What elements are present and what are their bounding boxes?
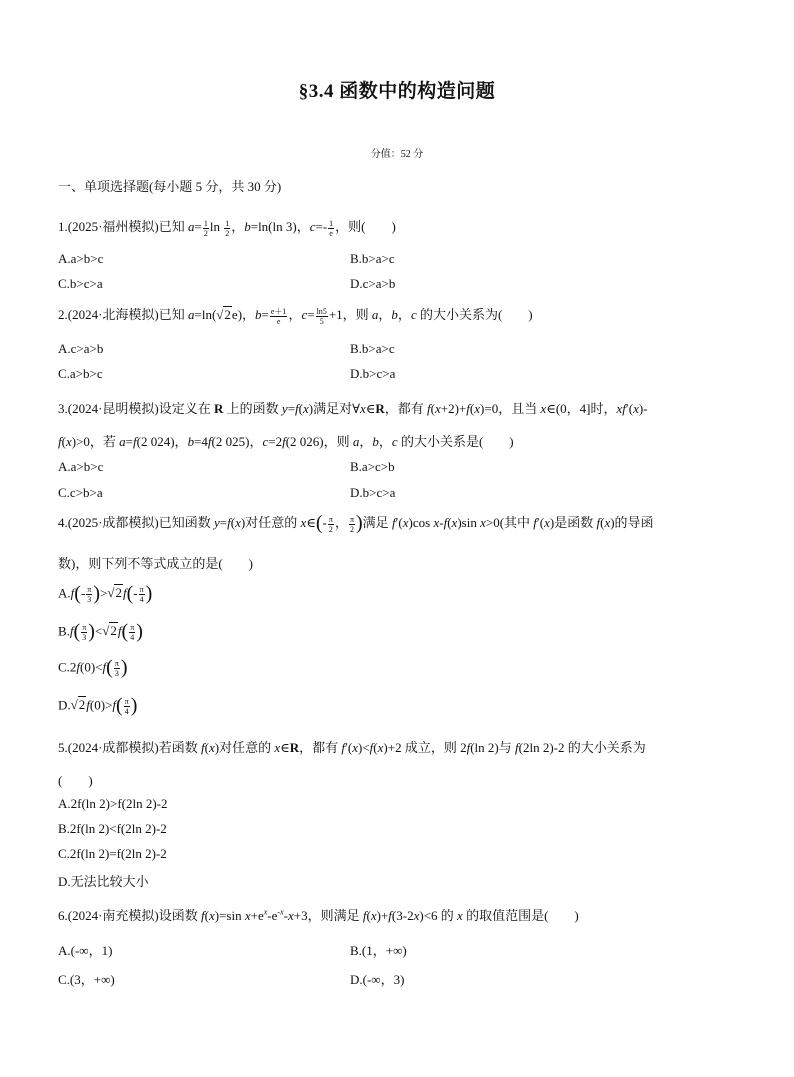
question-3-option-c: C.c>b>a <box>58 485 103 500</box>
score-label: 分值：52 分 <box>370 149 424 160</box>
question-6-option-d: D.(-∞，3) <box>350 972 405 987</box>
question-1-option-b: B.b>a>c <box>350 251 395 266</box>
question-5-stem-line2: ( ) <box>58 773 93 788</box>
question-3-option-d: D.b>c>a <box>350 485 396 500</box>
question-5-option-d: D.无法比较大小 <box>58 874 149 889</box>
question-1-option-d: D.c>a>b <box>350 276 396 291</box>
question-2-option-c: C.a>b>c <box>58 366 103 381</box>
question-1-option-a: A.a>b>c <box>58 251 104 266</box>
question-5-stem-line1: 5.(2024·成都模拟)若函数 f(x)对任意的 x∈R，都有 f′(x)<f(x)+2 成立，则 2f(ln 2)与 f(2ln 2)-2 的大小关系为 <box>58 740 646 755</box>
question-3-stem-line1: 3.(2024·昆明模拟)设定义在 R 上的函数 y=f(x)满足对∀x∈R，都有 f(x+2)+f(x)=0，且当 x∈(0，4]时，xf′(x)- <box>58 401 648 416</box>
question-1-stem: 1.(2025·福州模拟)已知 a= $\frac{1}{2}$ ln $\frac{1}{2}$ ，b=ln(ln 3)，c=- $\frac{1}{e}$ ，则( ) <box>58 218 396 238</box>
question-4-option-c: C.2f(0)<f( $\frac{\pi}{3}$ ) <box>58 656 128 679</box>
question-6-option-b: B.(1，+∞) <box>350 943 407 958</box>
question-4-option-a: A.f(- $\frac{\pi}{3}$ )>√2f(- $\frac{\pi}{4}$ ) <box>58 582 153 605</box>
question-4-option-b: B.f( $\frac{\pi}{3}$ )<√2f( $\frac{\pi}{4}$ ) <box>58 620 143 643</box>
question-4-stem-line1: 4.(2025·成都模拟)已知函数 y=f(x)对任意的 x∈(- $\frac{\pi}{2}$ ， $\frac{\pi}{2}$ )满足 f′(x)cos x-f(x)sin x>0(其中 f′(x)是函数 f(x)的导函 <box>58 512 654 534</box>
page-title: §3.4 函数中的构造问题 <box>298 81 496 102</box>
question-5-option-a: A.2f(ln 2)>f(2ln 2)-2 <box>58 796 168 811</box>
question-2-option-d: D.b>c>a <box>350 366 396 381</box>
section-heading: 一、单项选择题(每小题 5 分，共 30 分) <box>58 179 282 194</box>
question-2-option-b: B.b>a>c <box>350 341 395 356</box>
question-1-option-c: C.b>c>a <box>58 276 103 291</box>
question-4-stem-line2: 数)，则下列不等式成立的是( ) <box>58 556 253 571</box>
question-4-option-d: D.√2f(0)>f( $\frac{\pi}{4}$ ) <box>58 694 138 717</box>
question-5-option-c: C.2f(ln 2)=f(2ln 2)-2 <box>58 846 167 861</box>
question-6-stem: 6.(2024·南充模拟)设函数 f(x)=sin $x+e^x-e^{-x}-x+3$，则满足 f(x)+f(3-2x)<6 的 x 的取值范围是( ) <box>58 907 579 923</box>
question-6-option-c: C.(3，+∞) <box>58 972 115 987</box>
question-5-option-b: B.2f(ln 2)<f(2ln 2)-2 <box>58 821 167 836</box>
question-3-stem-line2: f(x)>0，若 a=f(2 024)，b=4f(2 025)，c=2f(2 026)，则 a，b，c 的大小关系是( ) <box>58 434 514 449</box>
question-2-stem: 2.(2024·北海模拟)已知 a=ln(√2e)，b= $\frac{e+1}{e}$ ，c= $\frac{\ln 5}{5}$ +1，则 a，b，c 的大小关系为( ) <box>58 306 533 326</box>
question-6-option-a: A.(-∞，1) <box>58 943 113 958</box>
question-3-option-b: B.a>c>b <box>350 459 395 474</box>
question-3-option-a: A.a>b>c <box>58 459 104 474</box>
question-2-option-a: A.c>a>b <box>58 341 104 356</box>
